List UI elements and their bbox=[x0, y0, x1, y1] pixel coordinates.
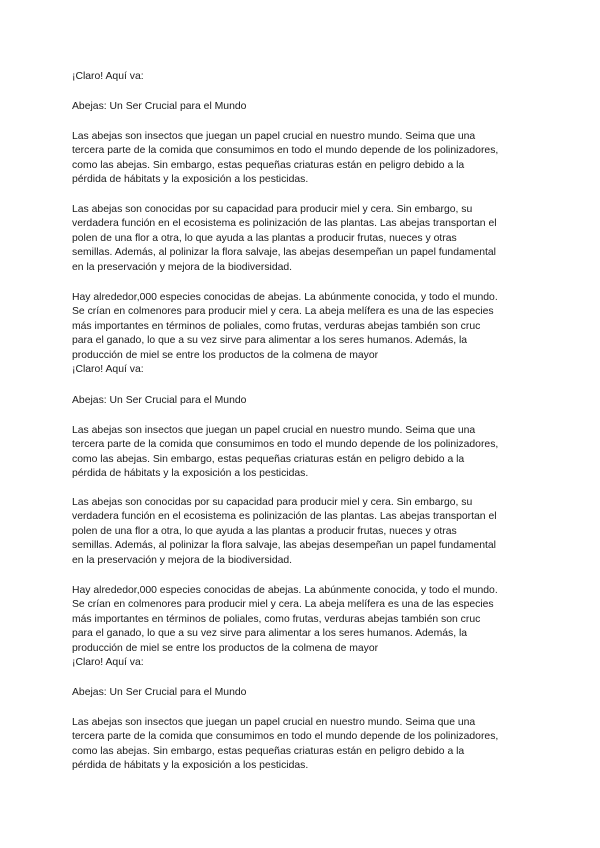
text-line: pérdida de hábitats y la exposición a los pesticidas. bbox=[72, 760, 309, 772]
text-line: polen de una flor a otra, lo que ayuda a las plantas a producir frutas, nueces y otras bbox=[72, 232, 457, 244]
text-line: producción de miel se entre los productos de la colmena de mayor bbox=[72, 642, 379, 654]
text-line: semillas. Además, al polinizar la flora salvaje, las abejas desempeñan un papel fundamental bbox=[72, 540, 496, 552]
text-line: Abejas: Un Ser Crucial para el Mundo bbox=[72, 687, 247, 698]
text-line: tercera parte de la comida que consumimos en todo el mundo depende de los polinizadores, bbox=[72, 439, 499, 451]
text-line: para el ganado, lo que a su vez sirve para alimentar a los seres humanos. Además, la bbox=[72, 335, 468, 347]
text-line: Las abejas son conocidas por su capacidad para producir miel y cera. Sin embargo, su bbox=[72, 204, 473, 215]
text-line: Las abejas son conocidas por su capacidad para producir miel y cera. Sin embargo, su bbox=[72, 497, 473, 508]
text-line: verdadera función en el ecosistema es polinización de las plantas. Las abejas transportan el bbox=[72, 511, 497, 523]
text-line: más importantes en términos de poliales, como frutas, verduras abejas también son cruc bbox=[72, 320, 481, 332]
text-line: Abejas: Un Ser Crucial para el Mundo bbox=[72, 395, 247, 406]
block-5 bbox=[72, 291, 532, 377]
block-4 bbox=[72, 203, 532, 275]
block-8 bbox=[72, 496, 532, 568]
text-line: pérdida de hábitats y la exposición a los pesticidas. bbox=[72, 174, 309, 186]
text-line: como las abejas. Sin embargo, estas pequeñas criaturas están en peligro debido a la bbox=[72, 745, 465, 757]
text-line: Se crían en colmenores para producir miel y cera. La abeja melífera es una de las especies bbox=[72, 306, 494, 318]
text-line: Las abejas son insectos que juegan un papel crucial en nuestro mundo. Seima que una bbox=[72, 425, 476, 436]
block-9 bbox=[72, 584, 532, 670]
text-line: Las abejas son insectos que juegan un papel crucial en nuestro mundo. Seima que una bbox=[72, 131, 476, 142]
text-line: producción de miel se entre los productos de la colmena de mayor bbox=[72, 349, 379, 361]
text-line: ¡Claro! Aquí va: bbox=[72, 71, 144, 82]
block-3 bbox=[72, 130, 532, 188]
text-line: tercera parte de la comida que consumimos en todo el mundo depende de los polinizadores, bbox=[72, 731, 499, 743]
text-line: ¡Claro! Aquí va: bbox=[72, 656, 144, 668]
text-line: Se crían en colmenores para producir miel y cera. La abeja melífera es una de las especies bbox=[72, 599, 494, 611]
text-line: Las abejas son insectos que juegan un papel crucial en nuestro mundo. Seima que una bbox=[72, 717, 476, 728]
block-2 bbox=[72, 100, 532, 114]
text-line: verdadera función en el ecosistema es polinización de las plantas. Las abejas transportan el bbox=[72, 218, 497, 230]
text-line: ¡Claro! Aquí va: bbox=[72, 363, 144, 375]
text-line: Hay alrededor,000 especies conocidas de abejas. La abúnmente conocida, y todo el mundo. bbox=[72, 292, 498, 303]
text-line: como las abejas. Sin embargo, estas pequeñas criaturas están en peligro debido a la bbox=[72, 159, 465, 171]
text-line: como las abejas. Sin embargo, estas pequeñas criaturas están en peligro debido a la bbox=[72, 453, 465, 465]
text-line: pérdida de hábitats y la exposición a los pesticidas. bbox=[72, 468, 309, 480]
text-line: más importantes en términos de poliales, como frutas, verduras abejas también son cruc bbox=[72, 613, 481, 625]
text-line: tercera parte de la comida que consumimos en todo el mundo depende de los polinizadores, bbox=[72, 145, 499, 157]
block-6 bbox=[72, 394, 532, 408]
text-line: para el ganado, lo que a su vez sirve para alimentar a los seres humanos. Además, la bbox=[72, 628, 468, 640]
block-11 bbox=[72, 716, 532, 774]
text-line: semillas. Además, al polinizar la flora salvaje, las abejas desempeñan un papel fundamental bbox=[72, 247, 496, 259]
text-line: Abejas: Un Ser Crucial para el Mundo bbox=[72, 101, 247, 112]
block-10 bbox=[72, 686, 532, 700]
text-line: Hay alrededor,000 especies conocidas de abejas. La abúnmente conocida, y todo el mundo. bbox=[72, 585, 498, 596]
block-7 bbox=[72, 424, 532, 482]
text-line: polen de una flor a otra, lo que ayuda a las plantas a producir frutas, nueces y otras bbox=[72, 525, 457, 537]
text-line: en la preservación y mejora de la biodiversidad. bbox=[72, 261, 293, 273]
block-1 bbox=[72, 70, 532, 84]
text-line: en la preservación y mejora de la biodiversidad. bbox=[72, 554, 293, 566]
